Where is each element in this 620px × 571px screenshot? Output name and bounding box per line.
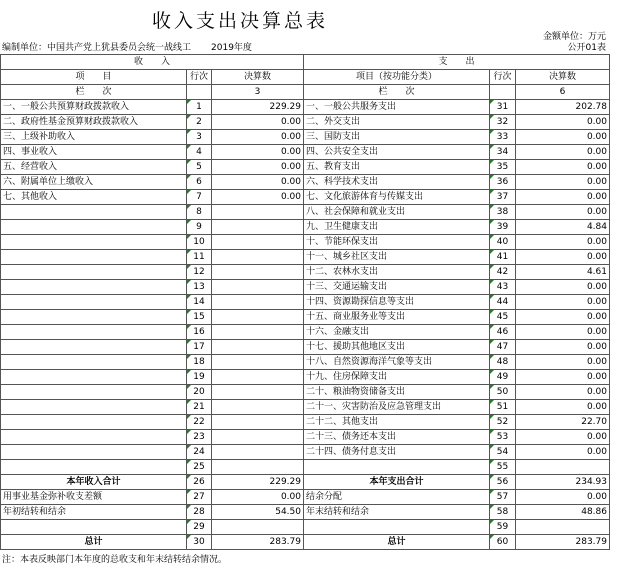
expense-column-number[interactable]: 6 — [516, 85, 610, 100]
income-row-no-header[interactable]: 行次 — [187, 70, 212, 85]
expense-column-blank[interactable] — [490, 85, 516, 100]
expense-amount-cell[interactable]: 202.78 — [516, 100, 610, 115]
expense-row-no-header[interactable]: 行次 — [490, 70, 516, 85]
income-amount-cell[interactable] — [212, 385, 304, 400]
income-amount-cell[interactable] — [212, 325, 304, 340]
expense-row-no-cell[interactable]: 45 — [490, 310, 516, 325]
table-row — [1, 190, 610, 205]
expense-amount-cell[interactable]: 0.00 — [516, 130, 610, 145]
income-row-no-cell[interactable]: 6 — [187, 175, 212, 190]
income-amount-cell[interactable] — [212, 430, 304, 445]
expense-item-cell[interactable] — [304, 460, 490, 475]
expense-item-cell[interactable]: 十九、住房保障支出 — [304, 370, 490, 385]
table-row — [1, 175, 610, 190]
column-header-row — [1, 70, 610, 85]
expense-row-no-cell[interactable]: 56 — [490, 475, 516, 490]
income-item-cell[interactable] — [1, 370, 187, 385]
income-item-cell[interactable] — [1, 205, 187, 220]
income-amount-header[interactable]: 决算数 — [212, 70, 304, 85]
table-row — [1, 325, 610, 340]
income-amount-cell[interactable] — [212, 265, 304, 280]
income-amount-cell[interactable] — [212, 340, 304, 355]
amount-unit: 金额单位：万元 — [542, 32, 606, 42]
expense-item-cell[interactable]: 二十一、灾害防治及应急管理支出 — [304, 400, 490, 415]
expense-amount-cell[interactable]: 0.00 — [516, 190, 610, 205]
table-row — [1, 310, 610, 325]
table-row — [1, 535, 610, 550]
table-row — [1, 205, 610, 220]
expense-row-no-cell[interactable]: 38 — [490, 205, 516, 220]
income-amount-cell[interactable] — [212, 295, 304, 310]
expense-row-no-cell[interactable]: 37 — [490, 190, 516, 205]
expense-item-cell[interactable]: 一、一般公共服务支出 — [304, 100, 490, 115]
table-row — [1, 505, 610, 520]
expense-item-cell[interactable]: 结余分配 — [304, 490, 490, 505]
table-row — [1, 280, 610, 295]
income-item-cell[interactable] — [1, 295, 187, 310]
expense-amount-cell[interactable] — [516, 460, 610, 475]
expense-amount-cell[interactable]: 0.00 — [516, 160, 610, 175]
expense-item-cell[interactable]: 七、文化旅游体育与传媒支出 — [304, 190, 490, 205]
expense-amount-cell[interactable]: 48.86 — [516, 505, 610, 520]
expense-row-no-cell[interactable]: 55 — [490, 460, 516, 475]
org-line — [2, 40, 252, 53]
expense-item-header[interactable]: 项目（按功能分类） — [304, 70, 490, 85]
org-name: 编制单位：中国共产党上犹县委员会统一战线工 — [2, 43, 192, 53]
income-item-cell[interactable] — [1, 415, 187, 430]
income-row-no-cell[interactable]: 3 — [187, 130, 212, 145]
income-amount-cell[interactable] — [212, 235, 304, 250]
table-row — [1, 235, 610, 250]
income-amount-cell[interactable] — [212, 310, 304, 325]
income-amount-cell[interactable] — [212, 520, 304, 535]
income-item-cell[interactable] — [1, 220, 187, 235]
expense-item-cell[interactable]: 二十四、债务付息支出 — [304, 445, 490, 460]
expense-amount-cell[interactable]: 0.00 — [516, 145, 610, 160]
income-row-no-cell[interactable]: 26 — [187, 475, 212, 490]
income-row-no-cell[interactable]: 2 — [187, 115, 212, 130]
expense-amount-cell[interactable]: 22.70 — [516, 415, 610, 430]
expense-item-cell[interactable]: 十七、援助其他地区支出 — [304, 340, 490, 355]
income-item-cell[interactable] — [1, 325, 187, 340]
income-row-no-cell[interactable]: 16 — [187, 325, 212, 340]
expense-amount-cell[interactable]: 0.00 — [516, 385, 610, 400]
expense-item-cell[interactable]: 年末结转和结余 — [304, 505, 490, 520]
income-row-no-cell[interactable]: 10 — [187, 235, 212, 250]
income-item-cell[interactable]: 总计 — [1, 535, 187, 550]
table-row — [1, 445, 610, 460]
expense-amount-cell[interactable]: 0.00 — [516, 295, 610, 310]
expense-item-cell[interactable]: 五、教育支出 — [304, 160, 490, 175]
expense-amount-cell[interactable]: 0.00 — [516, 400, 610, 415]
expense-row-no-cell[interactable]: 58 — [490, 505, 516, 520]
table-row — [1, 295, 610, 310]
income-amount-cell[interactable]: 0.00 — [212, 175, 304, 190]
income-row-no-cell[interactable]: 11 — [187, 250, 212, 265]
income-amount-cell[interactable]: 0.00 — [212, 160, 304, 175]
income-item-cell[interactable]: 三、上级补助收入 — [1, 130, 187, 145]
table-row — [1, 160, 610, 175]
expense-amount-cell[interactable]: 0.00 — [516, 205, 610, 220]
summary-table — [0, 54, 610, 550]
income-column-blank[interactable] — [187, 85, 212, 100]
expense-item-cell[interactable]: 六、科学技术支出 — [304, 175, 490, 190]
table-row — [1, 355, 610, 370]
income-amount-cell[interactable] — [212, 220, 304, 235]
report-title: 收入支出决算总表 — [151, 10, 328, 32]
income-item-cell[interactable]: 五、经营收入 — [1, 160, 187, 175]
income-amount-cell[interactable] — [212, 205, 304, 220]
expense-row-no-cell[interactable]: 41 — [490, 250, 516, 265]
form-code: 公开01表 — [567, 43, 606, 53]
expense-amount-cell[interactable]: 283.79 — [516, 535, 610, 550]
expense-row-no-cell[interactable]: 53 — [490, 430, 516, 445]
column-number-row — [1, 85, 610, 100]
expense-row-no-cell[interactable]: 46 — [490, 325, 516, 340]
table-row — [1, 100, 610, 115]
expense-item-cell[interactable]: 十二、农林水支出 — [304, 265, 490, 280]
income-item-cell[interactable]: 本年收入合计 — [1, 475, 187, 490]
expense-row-no-cell[interactable]: 49 — [490, 370, 516, 385]
expense-item-cell[interactable]: 九、卫生健康支出 — [304, 220, 490, 235]
expense-amount-cell[interactable]: 0.00 — [516, 115, 610, 130]
expense-item-cell[interactable]: 十五、商业服务业等支出 — [304, 310, 490, 325]
income-amount-cell[interactable] — [212, 370, 304, 385]
expense-row-no-cell[interactable]: 40 — [490, 235, 516, 250]
expense-item-cell[interactable]: 二十三、债务还本支出 — [304, 430, 490, 445]
expense-item-cell[interactable]: 二、外交支出 — [304, 115, 490, 130]
expense-item-cell[interactable]: 三、国防支出 — [304, 130, 490, 145]
income-row-no-cell[interactable]: 30 — [187, 535, 212, 550]
section-header-row — [1, 55, 610, 70]
expense-row-no-cell[interactable]: 44 — [490, 295, 516, 310]
income-row-no-cell[interactable]: 27 — [187, 490, 212, 505]
expense-row-no-cell[interactable]: 47 — [490, 340, 516, 355]
expense-row-no-cell[interactable]: 59 — [490, 520, 516, 535]
income-item-cell[interactable] — [1, 520, 187, 535]
expense-amount-cell[interactable]: 0.00 — [516, 445, 610, 460]
income-item-cell[interactable]: 年初结转和结余 — [1, 505, 187, 520]
income-amount-cell[interactable] — [212, 415, 304, 430]
income-row-no-cell[interactable]: 20 — [187, 385, 212, 400]
footnote: 注：本表反映部门本年度的总收支和年末结转结余情况。 — [2, 555, 228, 565]
table-row — [1, 415, 610, 430]
report-year: 2019年度 — [211, 43, 252, 53]
income-amount-cell[interactable] — [212, 355, 304, 370]
income-item-cell[interactable] — [1, 265, 187, 280]
income-row-no-cell[interactable]: 13 — [187, 280, 212, 295]
income-row-no-cell[interactable]: 18 — [187, 355, 212, 370]
income-item-cell[interactable]: 一、一般公共预算财政拨款收入 — [1, 100, 187, 115]
expense-amount-header[interactable]: 决算数 — [516, 70, 610, 85]
income-row-no-cell[interactable]: 23 — [187, 430, 212, 445]
income-item-cell[interactable]: 四、事业收入 — [1, 145, 187, 160]
income-row-no-cell[interactable]: 4 — [187, 145, 212, 160]
expense-item-cell[interactable]: 本年支出合计 — [304, 475, 490, 490]
expense-item-cell[interactable]: 八、社会保障和就业支出 — [304, 205, 490, 220]
income-amount-cell[interactable]: 0.00 — [212, 130, 304, 145]
income-amount-cell[interactable]: 0.00 — [212, 145, 304, 160]
income-column-number[interactable]: 3 — [212, 85, 304, 100]
expense-row-no-cell[interactable]: 34 — [490, 145, 516, 160]
income-item-cell[interactable]: 用事业基金弥补收支差额 — [1, 490, 187, 505]
income-amount-cell[interactable]: 229.29 — [212, 100, 304, 115]
income-row-no-cell[interactable]: 25 — [187, 460, 212, 475]
income-amount-cell[interactable] — [212, 280, 304, 295]
expense-item-cell[interactable]: 十八、自然资源海洋气象等支出 — [304, 355, 490, 370]
expense-item-cell[interactable]: 十四、资源勘探信息等支出 — [304, 295, 490, 310]
expense-item-cell[interactable]: 十、节能环保支出 — [304, 235, 490, 250]
table-row — [1, 250, 610, 265]
expense-row-no-cell[interactable]: 52 — [490, 415, 516, 430]
expense-amount-cell[interactable]: 4.61 — [516, 265, 610, 280]
income-row-no-cell[interactable]: 17 — [187, 340, 212, 355]
expense-amount-cell[interactable]: 0.00 — [516, 310, 610, 325]
income-item-cell[interactable] — [1, 310, 187, 325]
expense-row-no-cell[interactable]: 35 — [490, 160, 516, 175]
expense-amount-cell[interactable]: 0.00 — [516, 250, 610, 265]
income-amount-cell[interactable]: 54.50 — [212, 505, 304, 520]
expense-row-no-cell[interactable]: 43 — [490, 280, 516, 295]
income-item-cell[interactable] — [1, 430, 187, 445]
expense-amount-cell[interactable]: 234.93 — [516, 475, 610, 490]
expense-item-cell[interactable]: 总计 — [304, 535, 490, 550]
expense-amount-cell[interactable]: 0.00 — [516, 430, 610, 445]
expense-row-no-cell[interactable]: 51 — [490, 400, 516, 415]
income-item-cell[interactable]: 六、附属单位上缴收入 — [1, 175, 187, 190]
expense-row-no-cell[interactable]: 57 — [490, 490, 516, 505]
income-amount-cell[interactable]: 0.00 — [212, 190, 304, 205]
income-item-cell[interactable] — [1, 445, 187, 460]
income-row-no-cell[interactable]: 15 — [187, 310, 212, 325]
income-row-no-cell[interactable]: 14 — [187, 295, 212, 310]
income-item-cell[interactable] — [1, 460, 187, 475]
table-row — [1, 145, 610, 160]
income-row-no-cell[interactable]: 19 — [187, 370, 212, 385]
expense-item-cell[interactable]: 十六、金融支出 — [304, 325, 490, 340]
expense-amount-cell[interactable]: 0.00 — [516, 175, 610, 190]
expense-item-cell[interactable]: 十一、城乡社区支出 — [304, 250, 490, 265]
expense-amount-cell[interactable]: 0.00 — [516, 325, 610, 340]
expense-amount-cell[interactable]: 4.84 — [516, 220, 610, 235]
income-item-cell[interactable] — [1, 235, 187, 250]
table-row — [1, 265, 610, 280]
expense-item-cell[interactable]: 二十二、其他支出 — [304, 415, 490, 430]
income-amount-cell[interactable] — [212, 460, 304, 475]
expense-row-no-cell[interactable]: 33 — [490, 130, 516, 145]
income-row-no-cell[interactable]: 5 — [187, 160, 212, 175]
expense-row-no-cell[interactable]: 36 — [490, 175, 516, 190]
expense-row-no-cell[interactable]: 48 — [490, 355, 516, 370]
income-section-header[interactable]: 收 入 — [1, 55, 304, 70]
income-item-cell[interactable] — [1, 400, 187, 415]
income-row-no-cell[interactable]: 29 — [187, 520, 212, 535]
table-row — [1, 475, 610, 490]
expense-row-no-cell[interactable]: 50 — [490, 385, 516, 400]
income-item-cell[interactable] — [1, 250, 187, 265]
expense-section-header[interactable]: 支 出 — [304, 55, 610, 70]
expense-row-no-cell[interactable]: 60 — [490, 535, 516, 550]
expense-amount-cell[interactable]: 0.00 — [516, 235, 610, 250]
income-item-header[interactable]: 项 目 — [1, 70, 187, 85]
table-row — [1, 115, 610, 130]
income-item-cell[interactable]: 二、政府性基金预算财政拨款收入 — [1, 115, 187, 130]
income-amount-cell[interactable] — [212, 250, 304, 265]
expense-amount-cell[interactable]: 0.00 — [516, 280, 610, 295]
income-row-no-cell[interactable]: 21 — [187, 400, 212, 415]
income-item-cell[interactable] — [1, 385, 187, 400]
table-row — [1, 520, 610, 535]
income-row-no-cell[interactable]: 12 — [187, 265, 212, 280]
table-row — [1, 490, 610, 505]
income-amount-cell[interactable] — [212, 400, 304, 415]
table-row — [1, 430, 610, 445]
income-row-no-cell[interactable]: 9 — [187, 220, 212, 235]
income-column-label[interactable]: 栏 次 — [1, 85, 187, 100]
table-row — [1, 220, 610, 235]
income-item-cell[interactable]: 七、其他收入 — [1, 190, 187, 205]
income-row-no-cell[interactable]: 7 — [187, 190, 212, 205]
income-row-no-cell[interactable]: 8 — [187, 205, 212, 220]
expense-item-cell[interactable]: 二十、粮油物资储备支出 — [304, 385, 490, 400]
expense-amount-cell[interactable]: 0.00 — [516, 370, 610, 385]
income-amount-cell[interactable]: 0.00 — [212, 115, 304, 130]
income-amount-cell[interactable]: 229.29 — [212, 475, 304, 490]
income-amount-cell[interactable]: 283.79 — [212, 535, 304, 550]
expense-amount-cell[interactable]: 0.00 — [516, 490, 610, 505]
table-row — [1, 370, 610, 385]
table-row — [1, 385, 610, 400]
table-row — [1, 340, 610, 355]
income-row-no-cell[interactable]: 24 — [187, 445, 212, 460]
expense-row-no-cell[interactable]: 39 — [490, 220, 516, 235]
expense-amount-cell[interactable]: 0.00 — [516, 355, 610, 370]
expense-column-label[interactable]: 栏 次 — [304, 85, 490, 100]
expense-item-cell[interactable] — [304, 520, 490, 535]
table-row — [1, 400, 610, 415]
expense-row-no-cell[interactable]: 54 — [490, 445, 516, 460]
expense-amount-cell[interactable]: 0.00 — [516, 340, 610, 355]
expense-row-no-cell[interactable]: 31 — [490, 100, 516, 115]
income-item-cell[interactable] — [1, 340, 187, 355]
income-row-no-cell[interactable]: 1 — [187, 100, 212, 115]
expense-amount-cell[interactable] — [516, 520, 610, 535]
income-item-cell[interactable] — [1, 355, 187, 370]
expense-item-cell[interactable]: 十三、交通运输支出 — [304, 280, 490, 295]
expense-row-no-cell[interactable]: 42 — [490, 265, 516, 280]
income-row-no-cell[interactable]: 28 — [187, 505, 212, 520]
income-amount-cell[interactable] — [212, 445, 304, 460]
income-item-cell[interactable] — [1, 280, 187, 295]
table-row — [1, 130, 610, 145]
table-row — [1, 460, 610, 475]
income-row-no-cell[interactable]: 22 — [187, 415, 212, 430]
expense-item-cell[interactable]: 四、公共安全支出 — [304, 145, 490, 160]
expense-row-no-cell[interactable]: 32 — [490, 115, 516, 130]
income-amount-cell[interactable]: 0.00 — [212, 490, 304, 505]
